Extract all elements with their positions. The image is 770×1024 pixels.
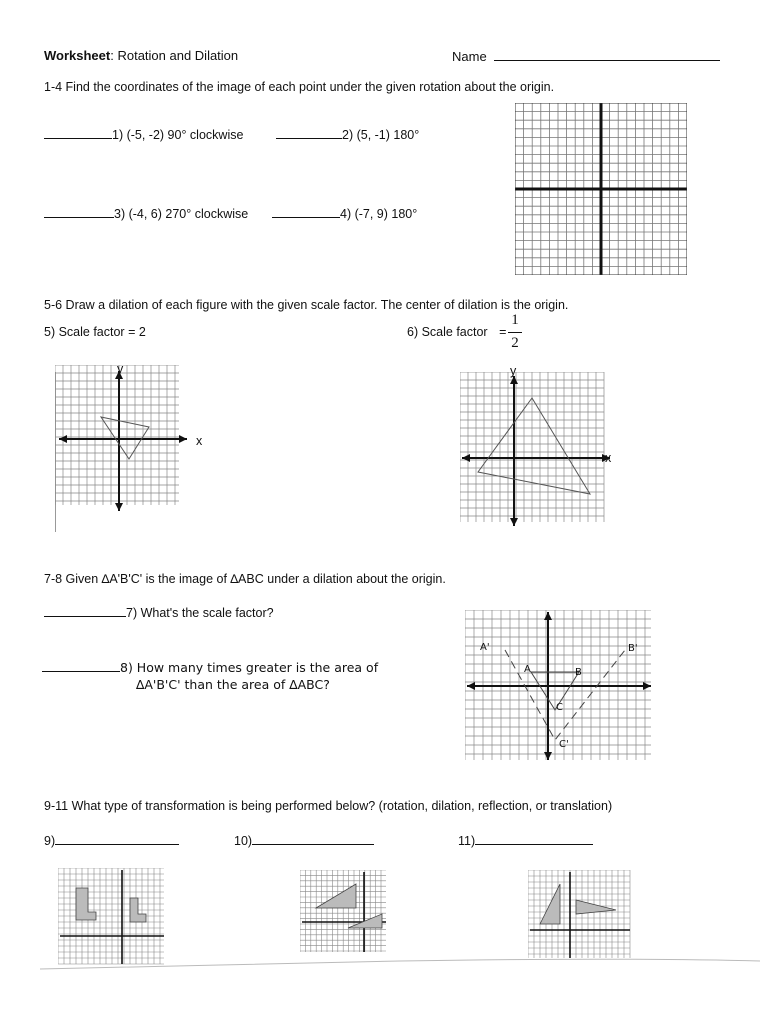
axis-y-label-5: y <box>117 362 124 376</box>
question-4-text: 4) (-7, 9) 180° <box>340 207 418 221</box>
question-8-text: 8) How many times greater is the area of <box>120 660 379 675</box>
label-a-prime: A' <box>480 642 490 653</box>
question-11 <box>458 832 593 848</box>
question-6-label: 6) Scale factor <box>407 325 488 339</box>
question-9 <box>44 832 179 848</box>
graph-5[interactable] <box>55 365 205 515</box>
section2-instruction: 5-6 Draw a dilation of each figure with the given scale factor. The center of dilation is the origin. <box>44 298 569 312</box>
shape-10-a <box>316 884 356 908</box>
answer-blank-1[interactable] <box>44 126 112 139</box>
question-7-text: 7) What's the scale factor? <box>126 606 274 620</box>
section4-instruction: 9-11 What type of transformation is being performed below? (rotation, dilation, reflection, or translation) <box>44 799 613 813</box>
question-1 <box>44 126 243 142</box>
answer-blank-11[interactable] <box>475 832 593 845</box>
label-c: C <box>556 702 563 713</box>
question-2 <box>276 126 419 142</box>
answer-blank-2[interactable] <box>276 126 342 139</box>
question-6 <box>407 325 506 339</box>
question-8-line2: ∆A'B'C' than the area of ∆ABC? <box>136 677 330 692</box>
label-b: B <box>575 667 582 678</box>
section3-instruction: 7-8 Given ∆A'B'C' is the image of ∆ABC under a dilation about the origin. <box>44 572 446 586</box>
question-2-text: 2) (5, -1) 180° <box>342 128 420 142</box>
answer-blank-4[interactable] <box>272 205 340 218</box>
name-field[interactable] <box>452 48 720 64</box>
graph-11[interactable] <box>528 870 632 960</box>
graph-10[interactable] <box>300 870 388 954</box>
answer-blank-10[interactable] <box>252 832 374 845</box>
question-11-label: 11) <box>458 834 476 848</box>
answer-blank-3[interactable] <box>44 205 114 218</box>
fraction-bar <box>508 332 522 333</box>
graph-6[interactable] <box>460 372 620 532</box>
name-label: Name <box>452 49 487 64</box>
label-a: A <box>524 664 531 675</box>
axis-x-label-6: x <box>605 451 612 465</box>
title-bold: Worksheet <box>44 48 111 63</box>
question-7 <box>44 604 274 620</box>
fraction-numerator: 1 <box>511 312 519 328</box>
page-bottom-line <box>40 955 760 975</box>
shape-11-a <box>540 884 560 924</box>
label-c-prime: C' <box>559 739 569 750</box>
axis-x-label-5: x <box>196 434 203 448</box>
name-blank[interactable] <box>494 48 720 61</box>
question-4 <box>272 205 417 221</box>
question-10-label: 10) <box>234 834 253 848</box>
question-5: 5) Scale factor = 2 <box>44 325 146 339</box>
question-10 <box>234 832 374 848</box>
coordinate-grid-rotation[interactable] <box>515 103 687 275</box>
worksheet-title <box>44 48 238 63</box>
question-1-text: 1) (-5, -2) 90° clockwise <box>112 128 244 142</box>
triangle-6 <box>478 398 590 494</box>
question-3 <box>44 205 248 221</box>
title-rest: : Rotation and Dilation <box>110 48 239 63</box>
axis-y-label-6: y <box>510 364 517 378</box>
answer-blank-9[interactable] <box>55 832 179 845</box>
section1-instruction: 1-4 Find the coordinates of the image of each point under the given rotation about the origin. <box>44 80 555 94</box>
fraction-denominator: 2 <box>511 335 519 351</box>
label-b-prime: B' <box>628 643 638 654</box>
question-8 <box>42 659 378 675</box>
question-6-equals: = <box>499 325 507 339</box>
graph-9[interactable] <box>58 868 168 966</box>
answer-blank-7[interactable] <box>44 604 126 617</box>
question-9-label: 9) <box>44 834 56 848</box>
answer-blank-8[interactable] <box>42 659 120 672</box>
question-3-text: 3) (-4, 6) 270° clockwise <box>114 207 249 221</box>
